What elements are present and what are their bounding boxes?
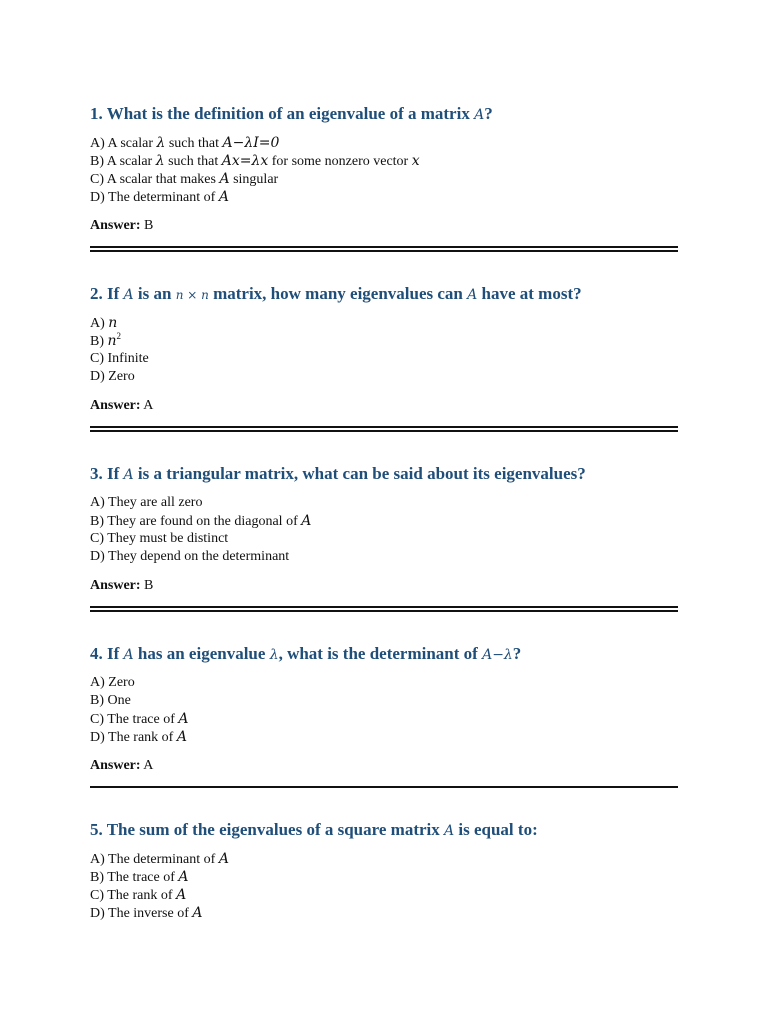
question-5 bbox=[90, 819, 678, 922]
options-list bbox=[90, 494, 678, 566]
option-d: D) The rank of A bbox=[90, 729, 187, 745]
option-d: D) The determinant of A bbox=[90, 189, 229, 205]
option-d: D) The inverse of A bbox=[90, 905, 203, 921]
option-a: A) A scalar λ such that A−λI=0 bbox=[90, 135, 280, 151]
options-list bbox=[90, 134, 678, 206]
answer-line bbox=[90, 397, 678, 415]
option-b: B) One bbox=[90, 693, 131, 708]
option-c: C) A scalar that makes A singular bbox=[90, 171, 279, 187]
question-title: 3. If A is a triangular matrix, what can be said about its eigenvalues? bbox=[90, 464, 586, 483]
option-b: B) $n^2$ bbox=[90, 331, 122, 349]
question-title: 4. If A has an eigenvalue λ, what is the determinant of A−λ? bbox=[90, 644, 522, 663]
options-list bbox=[90, 674, 678, 746]
option-a: A) The determinant of A bbox=[90, 851, 229, 867]
question-title: 5. The sum of the eigenvalues of a square matrix A is equal to: bbox=[90, 820, 538, 839]
option-a: A) They are all zero bbox=[90, 495, 203, 510]
math-symbol: A bbox=[474, 107, 485, 123]
option-c: C) The rank of A bbox=[90, 887, 187, 903]
options-list bbox=[90, 314, 678, 386]
answer-value: A bbox=[143, 758, 154, 773]
answer-value: A bbox=[143, 398, 154, 413]
answer-label: Answer: bbox=[90, 218, 141, 233]
answer-label: Answer: bbox=[90, 758, 141, 773]
answer-value: B bbox=[144, 578, 154, 593]
option-b: B) The trace of A bbox=[90, 869, 189, 885]
question-number: 3. bbox=[90, 464, 103, 483]
question-number: 5. bbox=[90, 820, 103, 839]
question-1 bbox=[90, 103, 678, 252]
divider bbox=[90, 246, 678, 252]
question-2 bbox=[90, 283, 678, 432]
question-number: 2. bbox=[90, 284, 103, 303]
question-number: 1. bbox=[90, 104, 103, 123]
option-a: A) n bbox=[90, 315, 118, 331]
divider bbox=[90, 426, 678, 432]
question-text: What is the definition of an eigenvalue of a matrix bbox=[106, 104, 475, 123]
answer-line bbox=[90, 217, 678, 235]
quiz-page bbox=[90, 103, 678, 922]
option-c: C) They must be distinct bbox=[90, 531, 229, 546]
question-3 bbox=[90, 463, 678, 612]
question-number: 4. bbox=[90, 644, 103, 663]
answer-label: Answer: bbox=[90, 578, 141, 593]
answer-value: B bbox=[144, 218, 154, 233]
question-4 bbox=[90, 643, 678, 788]
option-b: B) A scalar λ such that Ax=λx for some nonzero vector x bbox=[90, 153, 420, 169]
options-list bbox=[90, 850, 678, 922]
divider bbox=[90, 786, 678, 788]
question-text-end: ? bbox=[484, 104, 493, 123]
answer-line bbox=[90, 757, 678, 775]
question-title: 2. If A is an n × n matrix, how many eigenvalues can A have at most? bbox=[90, 284, 582, 303]
divider bbox=[90, 606, 678, 612]
option-d: D) Zero bbox=[90, 369, 135, 384]
option-a: A) Zero bbox=[90, 675, 135, 690]
option-c: C) Infinite bbox=[90, 351, 149, 366]
answer-label: Answer: bbox=[90, 398, 141, 413]
answer-line bbox=[90, 577, 678, 595]
option-b: B) They are found on the diagonal of A bbox=[90, 513, 312, 529]
option-c: C) The trace of A bbox=[90, 711, 189, 727]
option-d: D) They depend on the determinant bbox=[90, 549, 290, 564]
question-title bbox=[90, 103, 678, 125]
